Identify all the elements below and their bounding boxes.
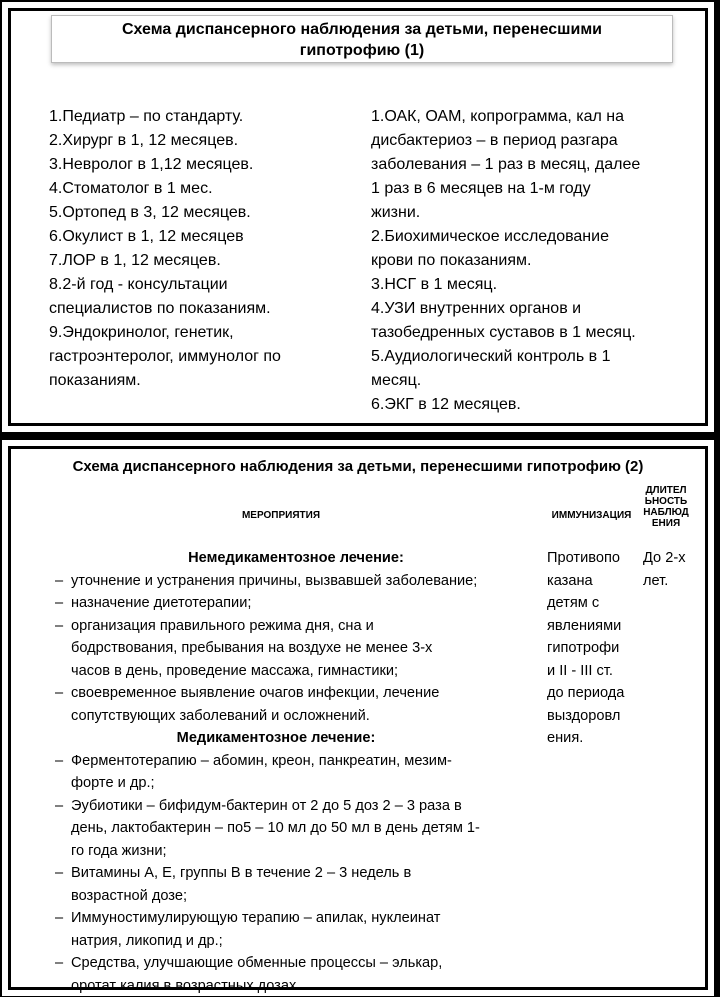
text-line: и II - III ст. (547, 660, 641, 683)
list-item-line: 9.Эндокринолог, генетик, (63, 321, 369, 345)
list-item (51, 795, 541, 863)
list-item-line: форте и др.; (71, 772, 541, 795)
list-item-line: 4.УЗИ внутренних органов и (385, 297, 701, 321)
list-item (371, 273, 701, 297)
immunization-column (547, 547, 641, 750)
list-item-line: – назначение диетотерапии; (71, 592, 541, 615)
list-item (371, 105, 701, 225)
list-item-line: день, лактобактерин – по5 – 10 мл до 50 мл в день детям 1- (71, 817, 541, 840)
list-item-line: дисбактериоз – в период разгара (385, 129, 701, 153)
list-item-line: 3.НСГ в 1 месяц. (385, 273, 701, 297)
list-item-line: – уточнение и устранения причины, вызвавшей заболевание; (71, 570, 541, 593)
list-item-line: го года жизни; (71, 840, 541, 863)
text-line: ЕНИЯ (637, 518, 695, 529)
list-item-line: 5.Аудиологический контроль в 1 (385, 345, 701, 369)
text-line: выздоровл (547, 705, 641, 728)
list-item-line: 6.ЭКГ в 12 месяцев. (385, 393, 701, 417)
header-immunization: ИММУНИЗАЦИЯ (544, 510, 639, 521)
list-item-line: показаниям. (63, 369, 369, 393)
text-line: явлениями (547, 615, 641, 638)
list-item-line: гастроэнтеролог, иммунолог по (63, 345, 369, 369)
text-line: лет. (643, 570, 703, 593)
list-item (51, 907, 541, 952)
list-item (371, 345, 701, 393)
list-item (49, 249, 369, 273)
header-measures: МЕРОПРИЯТИЯ (201, 510, 361, 521)
text-line: ения. (547, 727, 641, 750)
list-item-line: 5.Ортопед в 3, 12 месяцев. (63, 201, 369, 225)
drug-title: Медикаментозное лечение: (11, 727, 541, 750)
list-item (51, 750, 541, 795)
list-item (49, 273, 369, 321)
examinations-list (371, 105, 701, 417)
nondrug-list (51, 570, 541, 728)
slide-2-title: Схема диспансерного наблюдения за детьми, перенесшими гипотрофию (2) (11, 457, 705, 477)
list-item-line: оротат калия в возрастных дозах (71, 975, 541, 997)
list-item-line: специалистов по показаниям. (63, 297, 369, 321)
list-item (49, 225, 369, 249)
list-item-line: – Витамины А, Е, группы В в течение 2 – 3 недель в (71, 862, 541, 885)
list-item-line: натрия, ликопид и др.; (71, 930, 541, 953)
list-item (371, 297, 701, 345)
slide-2-frame (8, 446, 708, 990)
list-item-line: 1.ОАК, ОАМ, копрограмма, кал на (385, 105, 701, 129)
list-item (49, 129, 369, 153)
list-item-line: 1.Педиатр – по стандарту. (63, 105, 369, 129)
nondrug-title: Немедикаментозное лечение: (51, 547, 541, 570)
duration-column (643, 547, 703, 592)
list-item-line: сопутствующих заболеваний и осложнений. (71, 705, 541, 728)
list-item-line: часов в день, проведение массажа, гимнастики; (71, 660, 541, 683)
text-line: до периода (547, 682, 641, 705)
list-item-line: 8.2-й год - консультации (63, 273, 369, 297)
list-item-line: крови по показаниям. (385, 249, 701, 273)
slide-1-title (51, 15, 673, 63)
list-item (51, 682, 541, 727)
list-item (51, 592, 541, 615)
slide-2 (2, 440, 714, 996)
list-item-line: возрастной дозе; (71, 885, 541, 908)
list-item (51, 862, 541, 907)
list-item-line: – Иммуностимулирующую терапию – апилак, нуклеинат (71, 907, 541, 930)
specialists-list (49, 105, 369, 393)
text-line: казана (547, 570, 641, 593)
list-item-line: месяц. (385, 369, 701, 393)
list-item-line: – Эубиотики – бифидум-бактерин от 2 до 5 доз 2 – 3 раза в (71, 795, 541, 818)
list-item-line: 1 раз в 6 месяцев на 1-м году (385, 177, 701, 201)
list-item (51, 952, 541, 997)
text-line: детям с (547, 592, 641, 615)
text-line: НАБЛЮД (637, 507, 695, 518)
slide-1-title-line: гипотрофию (1) (52, 40, 672, 61)
list-item (51, 570, 541, 593)
list-item (49, 153, 369, 177)
list-item-line: 7.ЛОР в 1, 12 месяцев. (63, 249, 369, 273)
header-duration (637, 485, 695, 529)
list-item (49, 177, 369, 201)
text-line: Противопо (547, 547, 641, 570)
list-item-line: – своевременное выявление очагов инфекции, лечение (71, 682, 541, 705)
list-item-line: 2.Биохимическое исследование (385, 225, 701, 249)
list-item-line: тазобедренных суставов в 1 месяц. (385, 321, 701, 345)
list-item (371, 225, 701, 273)
text-line: ДЛИТЕЛ (637, 485, 695, 496)
list-item-line: жизни. (385, 201, 701, 225)
text-line: ЬНОСТЬ (637, 496, 695, 507)
list-item-line: 2.Хирург в 1, 12 месяцев. (63, 129, 369, 153)
list-item (49, 105, 369, 129)
drug-list (51, 750, 541, 997)
slide-1-title-line: Схема диспансерного наблюдения за детьми, перенесшими (52, 19, 672, 40)
list-item (49, 201, 369, 225)
list-item-line: бодрствования, пребывания на воздухе не менее 3-х (71, 637, 541, 660)
text-line: До 2-х (643, 547, 703, 570)
list-item-line: заболевания – 1 раз в месяц, далее (385, 153, 701, 177)
measures-column (51, 547, 541, 997)
list-item-line: 4.Стоматолог в 1 мес. (63, 177, 369, 201)
list-item-line: – Средства, улучшающие обменные процессы – элькар, (71, 952, 541, 975)
list-item-line: 6.Окулист в 1, 12 месяцев (63, 225, 369, 249)
text-line: гипотрофи (547, 637, 641, 660)
slide-1 (2, 2, 714, 432)
list-item-line: 3.Невролог в 1,12 месяцев. (63, 153, 369, 177)
list-item-line: – Ферментотерапию – абомин, креон, панкреатин, мезим- (71, 750, 541, 773)
list-item (371, 393, 701, 417)
list-item-line: – организация правильного режима дня, сна и (71, 615, 541, 638)
slide-1-frame (8, 8, 708, 426)
list-item (49, 321, 369, 393)
list-item (51, 615, 541, 683)
